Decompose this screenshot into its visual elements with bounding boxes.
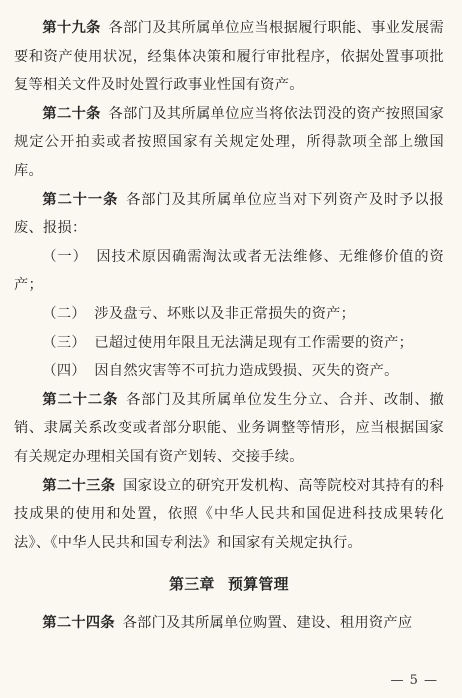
chapter-title: 预算管理 bbox=[228, 576, 289, 594]
list-item-text: 因技术原因确需淘汰或者无法维修、无维修价值的资产； bbox=[14, 248, 444, 294]
article-text: 各部门及其所属单位应当根据履行职能、事业发展需要和资产使用状况，经集体决策和履行审批程序，依据处置事项批复等相关文件及时处置行政事业性国有资产。 bbox=[14, 20, 444, 94]
chapter-heading bbox=[14, 571, 444, 599]
list-item-number: （四） bbox=[42, 363, 86, 380]
article-label: 第十九条 bbox=[42, 20, 101, 36]
list-item-text: 因自然灾害等不可抗力造成毁损、灭失的资产。 bbox=[94, 363, 399, 380]
article-text: 各部门及其所属单位应当将依法罚没的资产按照国家规定公开拍卖或者按照国家有关规定处理，所得款项全部上缴国库。 bbox=[14, 105, 444, 179]
article-label: 第二十二条 bbox=[42, 391, 119, 408]
list-item-1 bbox=[14, 243, 444, 300]
article-label: 第二十一条 bbox=[42, 191, 119, 208]
article-21 bbox=[14, 186, 444, 243]
list-item-text: 涉及盘亏、坏账以及非正常损失的资产； bbox=[94, 305, 356, 322]
article-text: 各部门及其所属单位购置、建设、租用资产应 bbox=[122, 615, 413, 632]
list-item-text: 已超过使用年限且无法满足现有工作需要的资产； bbox=[94, 334, 414, 351]
page-number: — 5 — bbox=[390, 673, 438, 688]
list-item-number: （一） bbox=[42, 248, 88, 265]
article-label: 第二十四条 bbox=[42, 615, 115, 632]
list-item-4 bbox=[14, 357, 444, 386]
article-text: 各部门及其所属单位应当对下列资产及时予以报废、报损： bbox=[14, 191, 444, 237]
article-text: 国家设立的研究开发机构、高等院校对其持有的科技成果的使用和处置，依照《中华人民共和国促进科技成果转化法》、《中华人民共和国专利法》和国家有关规定执行。 bbox=[14, 477, 444, 551]
article-24 bbox=[14, 609, 444, 638]
article-20 bbox=[14, 100, 444, 186]
article-label: 第二十条 bbox=[42, 105, 101, 122]
article-19 bbox=[14, 14, 444, 100]
article-label: 第二十三条 bbox=[42, 477, 116, 494]
article-text: 各部门及其所属单位发生分立、合并、改制、撤销、隶属关系改变或者部分职能、业务调整等情形，应当根据国家有关规定办理相关国有资产划转、交接手续。 bbox=[14, 391, 444, 465]
article-22 bbox=[14, 386, 444, 472]
list-item-2 bbox=[14, 300, 444, 329]
list-item-3 bbox=[14, 329, 444, 358]
list-item-number: （二） bbox=[42, 305, 86, 322]
article-23 bbox=[14, 472, 444, 558]
list-item-number: （三） bbox=[42, 334, 86, 351]
chapter-number: 第三章 bbox=[169, 576, 215, 594]
